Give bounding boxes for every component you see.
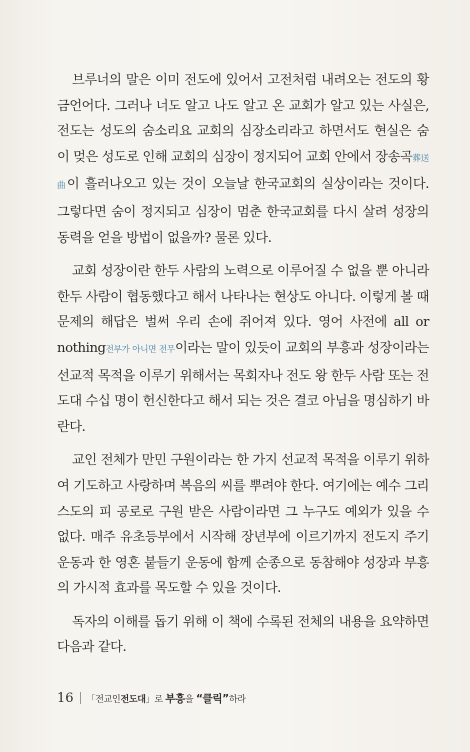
running-title xyxy=(87,691,246,706)
paragraph-3 xyxy=(57,448,429,602)
paragraph-4-text: 독자의 이해를 돕기 위해 이 책에 수록된 전체의 내용을 요약하면 다음과 같다. xyxy=(57,614,429,656)
running-title-part: 을 xyxy=(184,694,196,705)
paragraph-2-text-cont: 이라는 말이 있듯이 교회의 부흥과 성장이라는 선교적 목적을 이루기 위해서는 목회자나 전도 왕 한두 사람 또는 전도대 수십 명이 헌신한다고 해서 되는 것은 결코 아님을 명심하기 바란다. xyxy=(57,340,430,435)
page-footer xyxy=(57,688,246,708)
body-text xyxy=(57,68,429,669)
running-title-emphasis: 부흥 xyxy=(165,692,185,705)
paragraph-3-text: 교인 전체가 만민 구원이라는 한 가지 선교적 목적을 이루기 위하여 기도하고 사랑하며 복음의 씨를 뿌려야 한다. 여기에는 예수 그리스도의 피 공로로 구원 받은 사람이라면 그 누구도 예외가 있을 수 없다. 매주 유초등부에서 시작해 장년부에 이르기까지 전도지 주기 운동과 한 영혼 붙들기 운동에 함께 순종으로 동참해야 성장과 부흥의 가시적 효과를 목도할 수 있을 것이다. xyxy=(57,453,429,597)
paragraph-2 xyxy=(57,259,429,440)
running-title-part: 전교인 xyxy=(95,694,121,705)
paragraph-1-text: 브루너의 말은 이미 전도에 있어서 고전처럼 내려오는 전도의 황금언어다. 그러나 너도 알고 나도 알고 온 교회가 알고 있는 사실은, 전도는 성도의 숨소리요 교회의 심장소리라고 하면서도 현실은 숨이 멎은 성도로 인해 교회의 심장이 정지되어 교회 안에서 장송곡 xyxy=(57,73,429,165)
page-number: 16 xyxy=(57,690,74,706)
running-title-emphasis: 전도대 xyxy=(120,694,146,705)
translation-gloss: 전부가 아니면 전무 xyxy=(105,344,175,355)
footer-divider xyxy=(80,692,81,704)
paragraph-2-text: 교회 성장이란 한두 사람의 노력으로 이루어질 수 없을 뿐 아니라 한두 사람이 협동했다고 해서 나타나는 현상도 아니다. 이렇게 볼 때 문제의 해답은 벌써 우리 손에 쥐어져 있다. 영어 사전에 all or nothing xyxy=(57,264,429,356)
paragraph-1-text-cont: 이 흘러나오고 있는 것이 오늘날 한국교회의 실상이라는 것이다. 그렇다면 숨이 정지되고 심장이 멈춘 한국교회를 다시 살려 성장의 동력을 얻을 방법이 없을까? 물론 있다. xyxy=(57,177,429,246)
running-title-quote-close: 」 xyxy=(145,694,155,705)
running-title-part: 로 xyxy=(154,694,166,705)
paragraph-4 xyxy=(57,610,429,661)
hanja-gloss: 葬送曲 xyxy=(57,153,429,192)
paragraph-1 xyxy=(57,68,429,251)
running-title-emphasis: “클릭” xyxy=(195,692,229,705)
running-title-quote-open: 「 xyxy=(86,694,96,705)
running-title-part: 하라 xyxy=(228,694,246,705)
